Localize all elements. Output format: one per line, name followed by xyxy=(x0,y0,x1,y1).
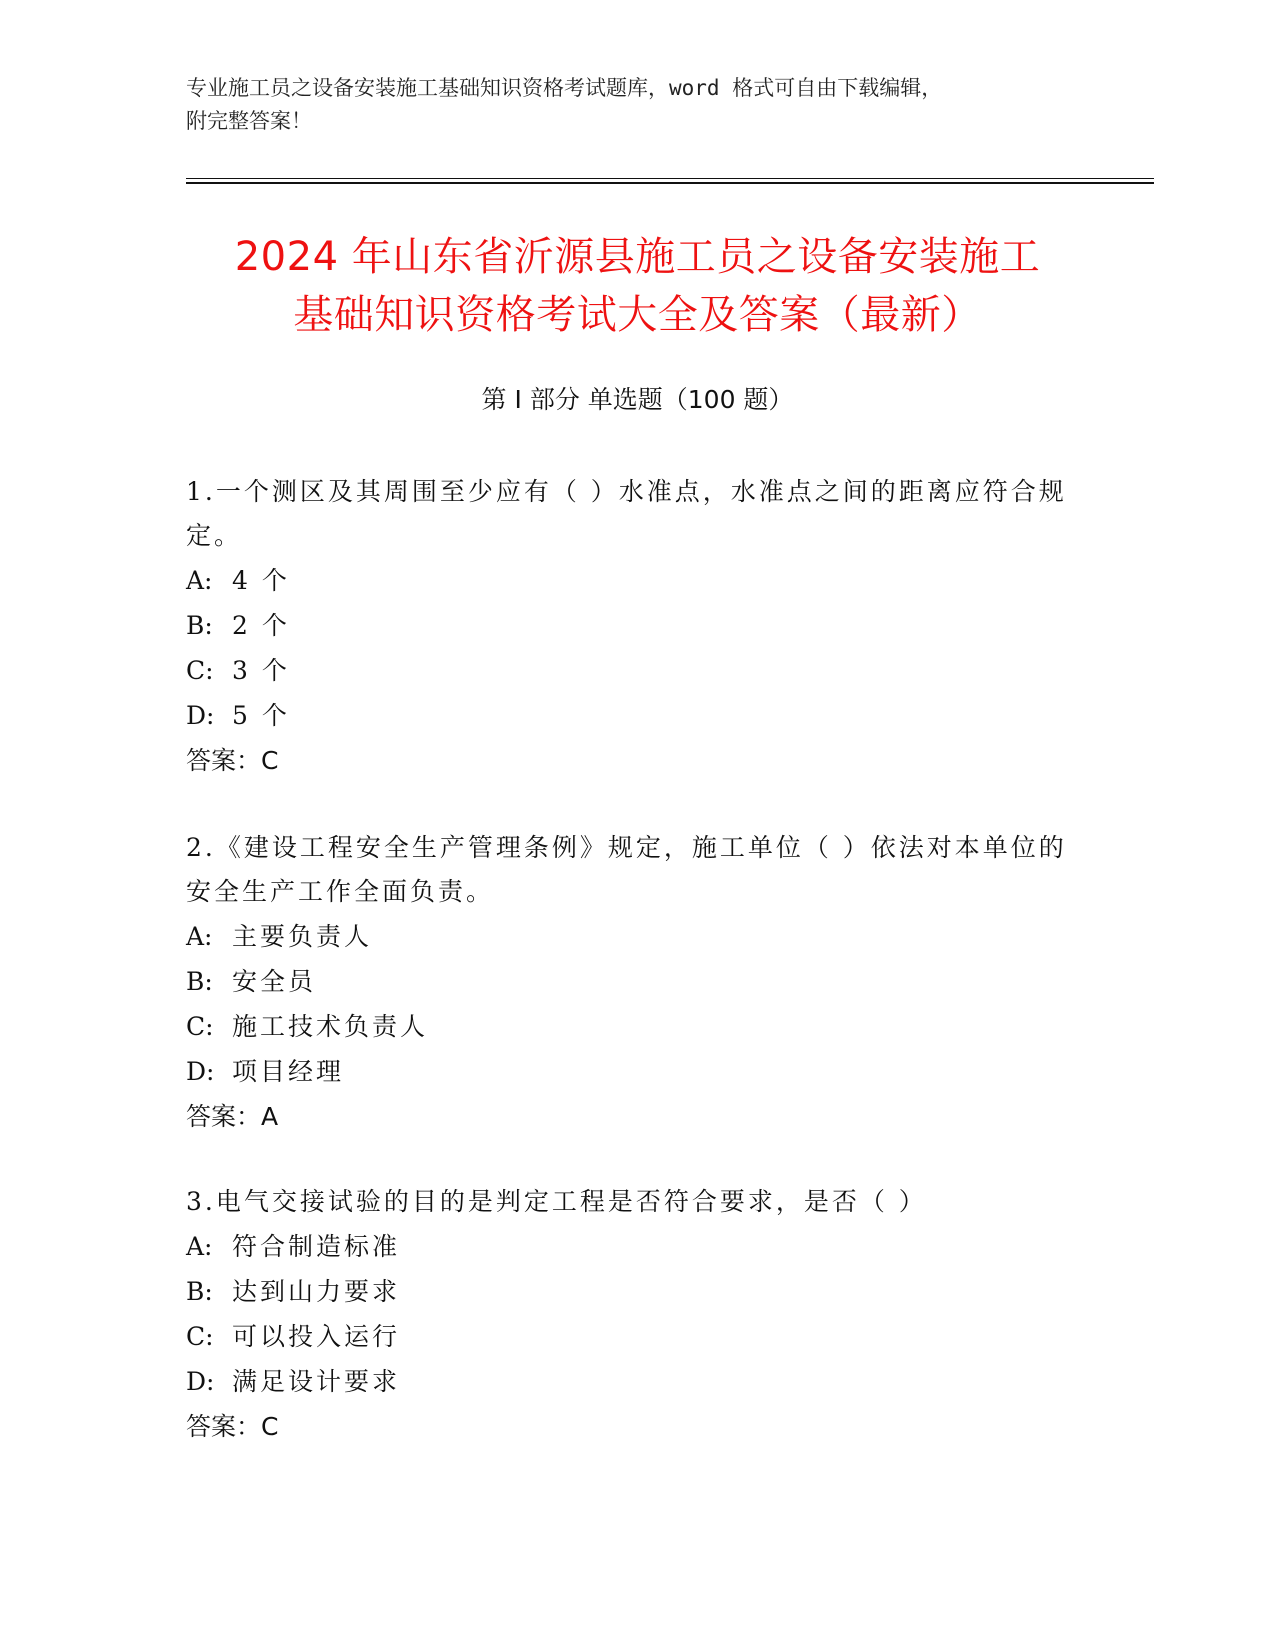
option-letter: B: xyxy=(186,967,213,996)
option-letter: C: xyxy=(186,656,214,685)
option-letter: A: xyxy=(186,566,213,595)
option-text: 3 个 xyxy=(232,656,290,685)
question-option xyxy=(186,914,1086,959)
option-text: 达到山力要求 xyxy=(232,1277,401,1306)
option-letter: D: xyxy=(186,1057,215,1086)
header-note-line-1: 专业施工员之设备安装施工基础知识资格考试题库，word 格式可自由下载编辑， xyxy=(186,76,943,100)
question-option xyxy=(186,648,1086,693)
question-stem: 3.电气交接试验的目的是判定工程是否符合要求，是否（ ） xyxy=(186,1187,927,1216)
question-item xyxy=(186,1180,1086,1449)
document-title-line-2: 基础知识资格考试大全及答案（最新） xyxy=(293,292,982,338)
option-text: 符合制造标准 xyxy=(232,1232,401,1261)
document-title xyxy=(150,228,1125,344)
question-option xyxy=(186,959,1086,1004)
section-title: 第 I 部分 单选题（100 题） xyxy=(481,385,794,414)
question-option xyxy=(186,1049,1086,1094)
question-item xyxy=(186,470,1086,783)
header-divider-thick xyxy=(186,182,1154,184)
question-stem: 2.《建设工程安全生产管理条例》规定，施工单位（ ）依法对本单位的安全生产工作全面负责。 xyxy=(186,833,1067,906)
question-option xyxy=(186,1224,1086,1269)
option-letter: A: xyxy=(186,1232,213,1261)
option-text: 4 个 xyxy=(232,566,290,595)
option-text: 主要负责人 xyxy=(232,922,373,951)
option-text: 可以投入运行 xyxy=(232,1322,401,1351)
option-letter: D: xyxy=(186,1367,215,1396)
question-answer: 答案：A xyxy=(186,1102,279,1131)
question-option xyxy=(186,1314,1086,1359)
header-note xyxy=(186,72,1066,138)
question-option xyxy=(186,1359,1086,1404)
header-note-line-2: 附完整答案！ xyxy=(186,109,312,133)
option-letter: D: xyxy=(186,701,215,730)
option-text: 满足设计要求 xyxy=(232,1367,401,1396)
option-text: 5 个 xyxy=(232,701,290,730)
question-answer: 答案：C xyxy=(186,746,279,775)
question-option xyxy=(186,693,1086,738)
option-letter: B: xyxy=(186,1277,213,1306)
option-text: 2 个 xyxy=(232,611,290,640)
question-answer: 答案：C xyxy=(186,1412,279,1441)
question-option xyxy=(186,1004,1086,1049)
document-title-line-1: 2024 年山东省沂源县施工员之设备安装施工 xyxy=(234,234,1041,280)
option-letter: C: xyxy=(186,1322,214,1351)
option-text: 安全员 xyxy=(232,967,317,996)
question-option xyxy=(186,558,1086,603)
option-letter: B: xyxy=(186,611,213,640)
question-item xyxy=(186,826,1086,1139)
header-divider-thin xyxy=(186,178,1154,179)
question-option xyxy=(186,1269,1086,1314)
option-text: 项目经理 xyxy=(232,1057,345,1086)
option-letter: C: xyxy=(186,1012,214,1041)
question-option xyxy=(186,603,1086,648)
question-stem: 1.一个测区及其周围至少应有（ ）水准点，水准点之间的距离应符合规定。 xyxy=(186,477,1067,550)
option-text: 施工技术负责人 xyxy=(232,1012,429,1041)
option-letter: A: xyxy=(186,922,213,951)
